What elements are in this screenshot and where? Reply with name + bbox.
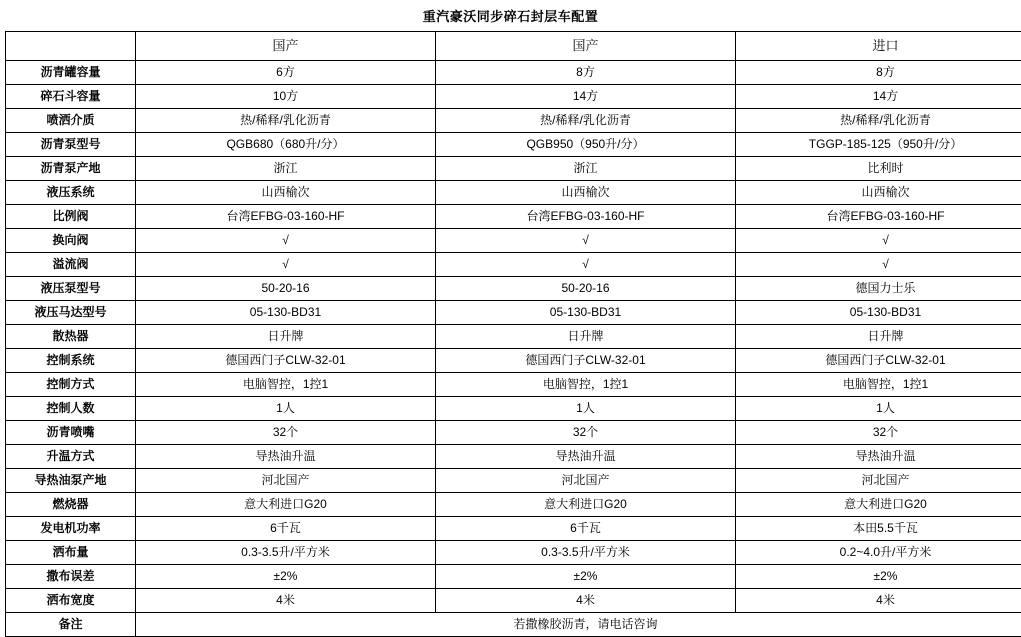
table-row: [6, 325, 1021, 349]
row-value: 8方: [436, 61, 736, 85]
row-label: 沥青泵型号: [6, 133, 136, 157]
table-row: [6, 109, 1021, 133]
row-value: 32个: [736, 421, 1021, 445]
row-label: 洒布宽度: [6, 589, 136, 613]
row-value: 台湾EFBG-03-160-HF: [136, 205, 436, 229]
row-value: 32个: [136, 421, 436, 445]
row-label: 换向阀: [6, 229, 136, 253]
table-row: [6, 229, 1021, 253]
row-value: 10方: [136, 85, 436, 109]
row-label: 洒布量: [6, 541, 136, 565]
row-value: 德国西门子CLW-32-01: [136, 349, 436, 373]
row-value: 05-130-BD31: [436, 301, 736, 325]
row-value: 热/稀释/乳化沥青: [436, 109, 736, 133]
table-row: [6, 181, 1021, 205]
header-col-2: 国产: [436, 32, 736, 61]
row-value: 河北国产: [436, 469, 736, 493]
table-row: [6, 589, 1021, 613]
row-value: 4米: [436, 589, 736, 613]
row-value: 山西榆次: [136, 181, 436, 205]
row-label: 导热油泵产地: [6, 469, 136, 493]
table-row: [6, 349, 1021, 373]
row-label: 沥青罐容量: [6, 61, 136, 85]
row-value: TGGP-185-125（950升/分）: [736, 133, 1021, 157]
note-label: 备注: [6, 613, 136, 637]
row-label: 沥青泵产地: [6, 157, 136, 181]
row-value: 山西榆次: [436, 181, 736, 205]
row-label: 液压系统: [6, 181, 136, 205]
row-value: √: [136, 229, 436, 253]
row-value: 0.3-3.5升/平方米: [436, 541, 736, 565]
row-value: 0.2~4.0升/平方米: [736, 541, 1021, 565]
row-value: 河北国产: [736, 469, 1021, 493]
row-value: 05-130-BD31: [136, 301, 436, 325]
row-value: 意大利进口G20: [136, 493, 436, 517]
row-value: 导热油升温: [736, 445, 1021, 469]
table-row: [6, 85, 1021, 109]
table-row: [6, 517, 1021, 541]
row-value: 河北国产: [136, 469, 436, 493]
table-row: [6, 157, 1021, 181]
row-label: 散热器: [6, 325, 136, 349]
row-label: 液压马达型号: [6, 301, 136, 325]
row-label: 发电机功率: [6, 517, 136, 541]
row-value: QGB950（950升/分）: [436, 133, 736, 157]
row-value: √: [736, 229, 1021, 253]
row-value: 本田5.5千瓦: [736, 517, 1021, 541]
row-value: 50-20-16: [436, 277, 736, 301]
row-value: 电脑智控，1控1: [436, 373, 736, 397]
note-value: 若撒橡胶沥青，请电话咨询: [136, 613, 1021, 637]
row-value: 日升牌: [136, 325, 436, 349]
row-value: 浙江: [436, 157, 736, 181]
row-value: 导热油升温: [436, 445, 736, 469]
header-blank-cell: [6, 32, 136, 61]
page-title: 重汽豪沃同步碎石封层车配置: [0, 0, 1021, 31]
table-row: [6, 445, 1021, 469]
row-value: 1人: [136, 397, 436, 421]
row-value: 6方: [136, 61, 436, 85]
row-value: 0.3-3.5升/平方米: [136, 541, 436, 565]
row-value: 50-20-16: [136, 277, 436, 301]
row-value: √: [436, 253, 736, 277]
row-value: 1人: [736, 397, 1021, 421]
row-value: 14方: [736, 85, 1021, 109]
table-row: [6, 541, 1021, 565]
row-label: 溢流阀: [6, 253, 136, 277]
row-value: 导热油升温: [136, 445, 436, 469]
row-value: 日升牌: [736, 325, 1021, 349]
row-value: 电脑智控，1控1: [736, 373, 1021, 397]
table-row: [6, 469, 1021, 493]
row-label: 控制系统: [6, 349, 136, 373]
table-row: [6, 493, 1021, 517]
row-value: 德国西门子CLW-32-01: [436, 349, 736, 373]
row-label: 控制方式: [6, 373, 136, 397]
row-value: ±2%: [436, 565, 736, 589]
row-value: 热/稀释/乳化沥青: [736, 109, 1021, 133]
table-row: [6, 565, 1021, 589]
row-value: 6千瓦: [136, 517, 436, 541]
table-row: [6, 133, 1021, 157]
row-value: √: [736, 253, 1021, 277]
table-row: [6, 373, 1021, 397]
row-value: 4米: [136, 589, 436, 613]
row-value: QGB680（680升/分）: [136, 133, 436, 157]
row-value: 05-130-BD31: [736, 301, 1021, 325]
row-label: 沥青喷嘴: [6, 421, 136, 445]
row-label: 比例阀: [6, 205, 136, 229]
row-value: 浙江: [136, 157, 436, 181]
row-value: 台湾EFBG-03-160-HF: [736, 205, 1021, 229]
row-value: 1人: [436, 397, 736, 421]
row-value: 6千瓦: [436, 517, 736, 541]
row-value: 比利时: [736, 157, 1021, 181]
row-label: 喷洒介质: [6, 109, 136, 133]
row-value: 日升牌: [436, 325, 736, 349]
row-value: 德国力士乐: [736, 277, 1021, 301]
row-value: 4米: [736, 589, 1021, 613]
row-value: √: [136, 253, 436, 277]
row-label: 燃烧器: [6, 493, 136, 517]
row-label: 控制人数: [6, 397, 136, 421]
row-value: 意大利进口G20: [436, 493, 736, 517]
row-label: 碎石斗容量: [6, 85, 136, 109]
row-value: 山西榆次: [736, 181, 1021, 205]
table-row: [6, 61, 1021, 85]
row-value: 德国西门子CLW-32-01: [736, 349, 1021, 373]
row-value: ±2%: [136, 565, 436, 589]
table-row: [6, 397, 1021, 421]
table-header-row: [6, 32, 1021, 61]
row-label: 撒布误差: [6, 565, 136, 589]
specification-table: [5, 31, 1021, 637]
table-note-row: [6, 613, 1021, 637]
table-row: [6, 421, 1021, 445]
table-row: [6, 205, 1021, 229]
table-row: [6, 253, 1021, 277]
row-value: ±2%: [736, 565, 1021, 589]
row-value: √: [436, 229, 736, 253]
row-value: 8方: [736, 61, 1021, 85]
row-value: 32个: [436, 421, 736, 445]
row-value: 14方: [436, 85, 736, 109]
row-label: 液压泵型号: [6, 277, 136, 301]
row-value: 电脑智控，1控1: [136, 373, 436, 397]
row-value: 台湾EFBG-03-160-HF: [436, 205, 736, 229]
row-value: 热/稀释/乳化沥青: [136, 109, 436, 133]
row-label: 升温方式: [6, 445, 136, 469]
header-col-1: 国产: [136, 32, 436, 61]
table-row: [6, 277, 1021, 301]
row-value: 意大利进口G20: [736, 493, 1021, 517]
header-col-3: 进口: [736, 32, 1021, 61]
table-row: [6, 301, 1021, 325]
